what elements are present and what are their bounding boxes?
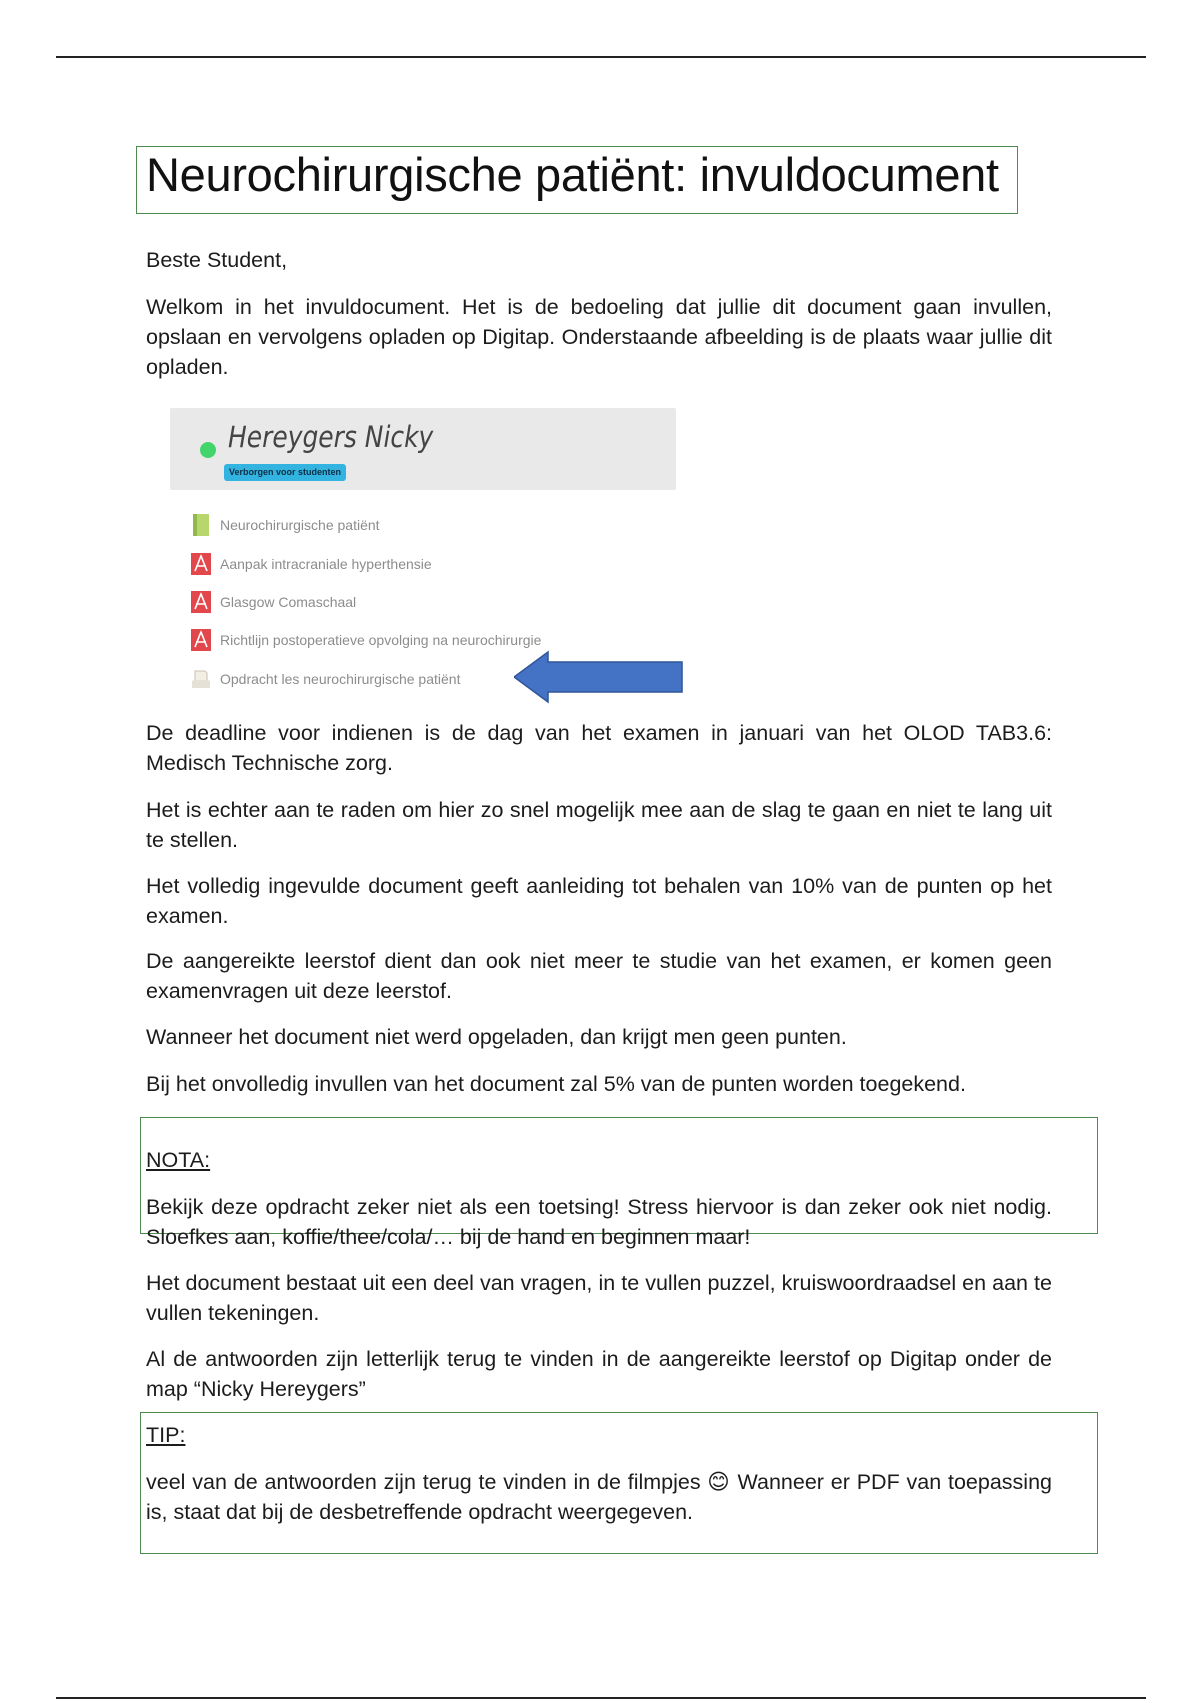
structure-paragraph: Het document bestaat uit een deel van vragen, in te vullen puzzel, kruiswoordraadsel en aan te vullen tekeningen. xyxy=(146,1271,1052,1325)
tip-text: veel van de antwoorden zijn terug te vinden in de filmpjes 😊 Wanneer er PDF van toepassing is, staat dat bij de desbetreffende opdracht weergegeven. xyxy=(146,1470,1052,1524)
hidden-badge: Verborgen voor studenten xyxy=(224,464,346,481)
advice-paragraph: Het is echter aan te raden om hier zo snel mogelijk mee aan de slag te gaan en niet te lang uit te stellen. xyxy=(146,798,1052,852)
document-title: Neurochirurgische patiënt: invuldocument xyxy=(146,148,999,201)
deadline-paragraph: De deadline voor indienen is de dag van het examen in januari van het OLOD TAB3.6: Medisch Technische zorg. xyxy=(146,721,1052,775)
points-full-paragraph: Het volledig ingevulde document geeft aanleiding tot behalen van 10% van de punten op het examen. xyxy=(146,874,1052,928)
list-item[interactable] xyxy=(190,511,380,539)
list-item[interactable] xyxy=(190,550,432,578)
header-rule xyxy=(56,56,1146,58)
study-material-paragraph: De aangereikte leerstof dient dan ook niet meer te studie van het examen, er komen geen examenvragen uit deze leerstof. xyxy=(146,949,1052,1003)
folder-name: Hereygers Nicky xyxy=(228,420,434,454)
digitap-screenshot xyxy=(146,408,686,708)
points-partial-paragraph: Bij het onvolledig invullen van het document zal 5% van de punten worden toegekend. xyxy=(146,1072,966,1096)
folder-header xyxy=(170,408,676,490)
status-dot xyxy=(200,442,216,458)
assignment-icon xyxy=(190,667,212,691)
nota-label: NOTA: xyxy=(146,1148,211,1172)
list-item[interactable] xyxy=(190,588,356,616)
nota-text: Bekijk deze opdracht zeker niet als een toetsing! Stress hiervoor is dan zeker ook niet nodig. Sloefkes aan, koffie/thee/cola/… bij de hand en beginnen maar! xyxy=(146,1195,1052,1249)
pdf-icon xyxy=(190,590,212,614)
tip-label: TIP: xyxy=(146,1423,186,1447)
footer-rule xyxy=(56,1697,1146,1699)
intro-paragraph: Welkom in het invuldocument. Het is de bedoeling dat jullie dit document gaan invullen, opslaan en vervolgens opladen op Digitap. Onderstaande afbeelding is de plaats waar jullie dit opladen. xyxy=(146,295,1052,379)
list-item-label: Neurochirurgische patiënt xyxy=(220,517,380,533)
no-upload-paragraph: Wanneer het document niet werd opgeladen, dan krijgt men geen punten. xyxy=(146,1025,847,1049)
list-item[interactable] xyxy=(190,665,460,693)
list-item-label: Aanpak intracraniale hyperthensie xyxy=(220,556,432,572)
greeting: Beste Student, xyxy=(146,248,288,272)
list-item-label: Glasgow Comaschaal xyxy=(220,594,357,610)
list-item[interactable] xyxy=(190,626,541,654)
list-item-label: Opdracht les neurochirurgische patiënt xyxy=(220,671,461,687)
arrow-left-icon xyxy=(514,650,684,704)
pdf-icon xyxy=(190,628,212,652)
answers-paragraph: Al de antwoorden zijn letterlijk terug te vinden in de aangereikte leerstof op Digitap onder de map “Nicky Hereygers” xyxy=(146,1347,1052,1401)
pdf-icon xyxy=(190,552,212,576)
book-icon xyxy=(190,513,212,537)
list-item-label: Richtlijn postoperatieve opvolging na neurochirurgie xyxy=(220,632,542,648)
